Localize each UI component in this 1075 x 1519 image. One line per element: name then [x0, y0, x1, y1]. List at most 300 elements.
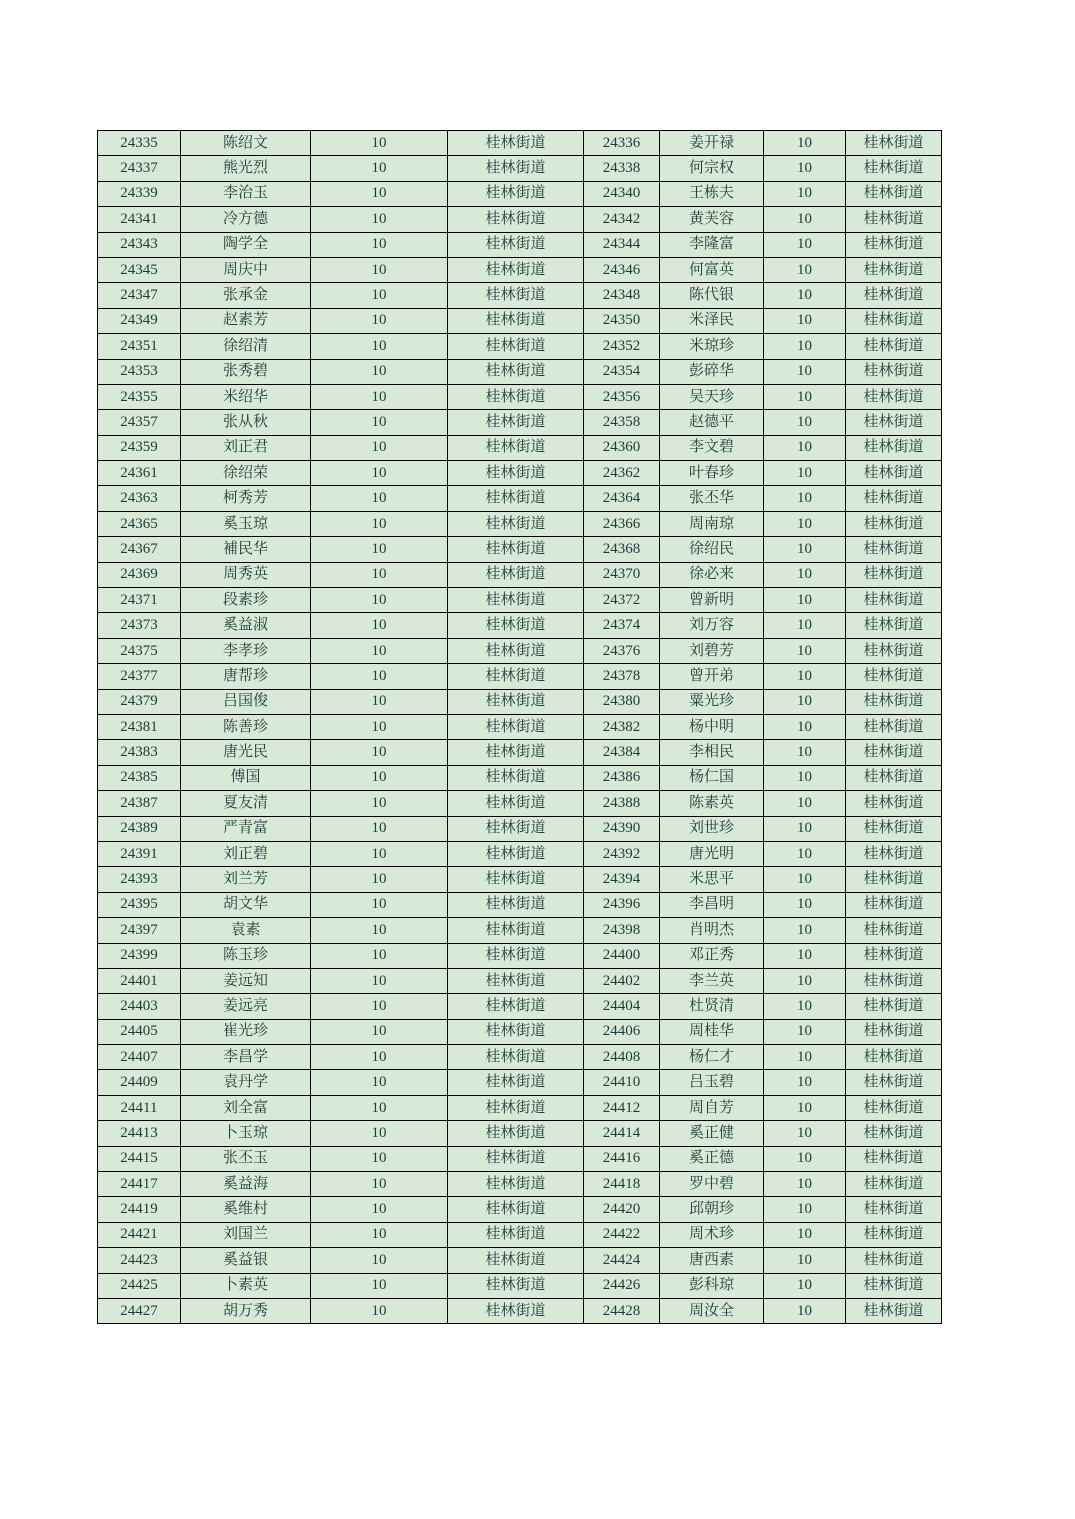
- table-cell-name-left: 周秀英: [181, 562, 311, 587]
- table-cell-serial-left: 24343: [98, 232, 181, 257]
- table-cell-amount-left: 10: [311, 435, 448, 460]
- table-cell-name-right: 刘世珍: [660, 816, 764, 841]
- table-cell-serial-right: 24368: [584, 537, 660, 562]
- table-cell-district-left: 桂林街道: [448, 892, 584, 917]
- table-cell-name-right: 赵德平: [660, 410, 764, 435]
- table-cell-amount-right: 10: [764, 461, 846, 486]
- table-cell-name-right: 周自芳: [660, 1095, 764, 1120]
- table-row: [98, 181, 942, 206]
- table-cell-name-left: 严青富: [181, 816, 311, 841]
- table-cell-name-right: 曾开弟: [660, 664, 764, 689]
- table-row: [98, 1197, 942, 1222]
- table-cell-name-left: 陈玉珍: [181, 943, 311, 968]
- table-cell-amount-left: 10: [311, 486, 448, 511]
- table-cell-serial-left: 24381: [98, 714, 181, 739]
- table-cell-serial-right: 24428: [584, 1298, 660, 1323]
- table-cell-serial-left: 24379: [98, 689, 181, 714]
- table-cell-district-left: 桂林街道: [448, 486, 584, 511]
- table-cell-serial-left: 24363: [98, 486, 181, 511]
- table-cell-district-right: 桂林街道: [846, 334, 942, 359]
- table-cell-amount-left: 10: [311, 562, 448, 587]
- table-row: [98, 334, 942, 359]
- table-cell-name-right: 周汝全: [660, 1298, 764, 1323]
- table-cell-serial-right: 24406: [584, 1019, 660, 1044]
- table-cell-name-left: 奚益银: [181, 1248, 311, 1273]
- table-cell-name-right: 姜开禄: [660, 131, 764, 156]
- table-cell-serial-right: 24408: [584, 1045, 660, 1070]
- table-cell-amount-right: 10: [764, 1095, 846, 1120]
- table-cell-amount-left: 10: [311, 131, 448, 156]
- table-cell-amount-right: 10: [764, 181, 846, 206]
- table-cell-name-left: 徐绍清: [181, 334, 311, 359]
- table-cell-name-right: 陈素英: [660, 791, 764, 816]
- table-cell-amount-right: 10: [764, 410, 846, 435]
- table-cell-amount-left: 10: [311, 638, 448, 663]
- table-row: [98, 1045, 942, 1070]
- table-cell-name-right: 米泽民: [660, 308, 764, 333]
- table-cell-serial-right: 24400: [584, 943, 660, 968]
- table-cell-district-left: 桂林街道: [448, 1146, 584, 1171]
- table-cell-district-right: 桂林街道: [846, 511, 942, 536]
- table-cell-name-right: 李文碧: [660, 435, 764, 460]
- table-cell-amount-left: 10: [311, 461, 448, 486]
- table-cell-serial-right: 24362: [584, 461, 660, 486]
- table-cell-serial-right: 24372: [584, 588, 660, 613]
- table-cell-amount-right: 10: [764, 435, 846, 460]
- table-cell-serial-right: 24424: [584, 1248, 660, 1273]
- table-cell-name-left: 胡文华: [181, 892, 311, 917]
- table-cell-name-left: 姜远亮: [181, 994, 311, 1019]
- table-cell-serial-left: 24397: [98, 918, 181, 943]
- table-row: [98, 1273, 942, 1298]
- table-body: [98, 131, 942, 1324]
- table-cell-district-right: 桂林街道: [846, 1070, 942, 1095]
- table-cell-amount-left: 10: [311, 1121, 448, 1146]
- table-row: [98, 1095, 942, 1120]
- table-cell-amount-left: 10: [311, 1095, 448, 1120]
- table-cell-name-left: 刘兰芳: [181, 867, 311, 892]
- table-cell-amount-left: 10: [311, 841, 448, 866]
- table-cell-name-right: 曾新明: [660, 588, 764, 613]
- table-cell-amount-left: 10: [311, 511, 448, 536]
- table-cell-name-left: 李治玉: [181, 181, 311, 206]
- table-cell-amount-left: 10: [311, 156, 448, 181]
- table-cell-serial-left: 24377: [98, 664, 181, 689]
- table-cell-name-left: 刘国兰: [181, 1222, 311, 1247]
- table-cell-name-left: 唐帮珍: [181, 664, 311, 689]
- table-cell-serial-left: 24357: [98, 410, 181, 435]
- table-cell-name-left: 张丕玉: [181, 1146, 311, 1171]
- table-cell-name-right: 黄芙容: [660, 207, 764, 232]
- table-row: [98, 435, 942, 460]
- table-cell-serial-left: 24391: [98, 841, 181, 866]
- table-cell-name-right: 吴天珍: [660, 384, 764, 409]
- table-cell-serial-left: 24419: [98, 1197, 181, 1222]
- table-cell-serial-left: 24403: [98, 994, 181, 1019]
- table-cell-amount-right: 10: [764, 588, 846, 613]
- table-cell-amount-right: 10: [764, 841, 846, 866]
- table-cell-serial-right: 24398: [584, 918, 660, 943]
- table-cell-district-right: 桂林街道: [846, 664, 942, 689]
- table-cell-name-left: 张从秋: [181, 410, 311, 435]
- table-cell-amount-right: 10: [764, 1045, 846, 1070]
- table-cell-district-right: 桂林街道: [846, 410, 942, 435]
- table-row: [98, 232, 942, 257]
- table-cell-district-left: 桂林街道: [448, 359, 584, 384]
- table-cell-name-left: 唐光民: [181, 740, 311, 765]
- table-cell-name-left: 李昌学: [181, 1045, 311, 1070]
- table-cell-name-left: 陈绍文: [181, 131, 311, 156]
- table-cell-serial-left: 24339: [98, 181, 181, 206]
- table-cell-district-right: 桂林街道: [846, 994, 942, 1019]
- table-cell-district-right: 桂林街道: [846, 181, 942, 206]
- table-cell-amount-right: 10: [764, 156, 846, 181]
- table-cell-district-left: 桂林街道: [448, 968, 584, 993]
- table-cell-serial-right: 24370: [584, 562, 660, 587]
- table-cell-amount-left: 10: [311, 1248, 448, 1273]
- table-cell-amount-left: 10: [311, 1298, 448, 1323]
- table-cell-amount-left: 10: [311, 334, 448, 359]
- table-cell-district-right: 桂林街道: [846, 257, 942, 282]
- table-cell-amount-left: 10: [311, 308, 448, 333]
- table-cell-district-left: 桂林街道: [448, 156, 584, 181]
- table-cell-name-right: 叶春珍: [660, 461, 764, 486]
- table-cell-name-left: 袁丹学: [181, 1070, 311, 1095]
- table-cell-district-right: 桂林街道: [846, 1172, 942, 1197]
- table-cell-district-left: 桂林街道: [448, 664, 584, 689]
- table-cell-serial-right: 24380: [584, 689, 660, 714]
- table-cell-district-right: 桂林街道: [846, 638, 942, 663]
- table-row: [98, 689, 942, 714]
- table-cell-district-right: 桂林街道: [846, 359, 942, 384]
- table-row: [98, 918, 942, 943]
- table-cell-district-left: 桂林街道: [448, 181, 584, 206]
- table-row: [98, 1121, 942, 1146]
- table-row: [98, 1222, 942, 1247]
- table-cell-district-right: 桂林街道: [846, 740, 942, 765]
- table-cell-amount-left: 10: [311, 994, 448, 1019]
- table-cell-name-left: 奚维村: [181, 1197, 311, 1222]
- table-cell-name-right: 杨仁才: [660, 1045, 764, 1070]
- table-cell-district-right: 桂林街道: [846, 156, 942, 181]
- table-cell-amount-right: 10: [764, 1273, 846, 1298]
- table-cell-amount-right: 10: [764, 791, 846, 816]
- table-cell-district-right: 桂林街道: [846, 841, 942, 866]
- table-cell-name-right: 肖明杰: [660, 918, 764, 943]
- table-cell-district-left: 桂林街道: [448, 765, 584, 790]
- table-cell-district-right: 桂林街道: [846, 1197, 942, 1222]
- table-cell-district-left: 桂林街道: [448, 1070, 584, 1095]
- table-cell-name-left: 刘全富: [181, 1095, 311, 1120]
- table-cell-district-left: 桂林街道: [448, 638, 584, 663]
- table-cell-amount-right: 10: [764, 943, 846, 968]
- table-cell-amount-right: 10: [764, 359, 846, 384]
- table-cell-name-left: 刘正君: [181, 435, 311, 460]
- table-cell-serial-left: 24367: [98, 537, 181, 562]
- table-cell-amount-left: 10: [311, 1146, 448, 1171]
- table-cell-district-left: 桂林街道: [448, 257, 584, 282]
- table-cell-amount-right: 10: [764, 613, 846, 638]
- table-cell-serial-right: 24416: [584, 1146, 660, 1171]
- table-cell-serial-right: 24402: [584, 968, 660, 993]
- table-row: [98, 765, 942, 790]
- table-cell-name-left: 卜玉琼: [181, 1121, 311, 1146]
- table-cell-amount-right: 10: [764, 1248, 846, 1273]
- table-cell-name-left: 崔光珍: [181, 1019, 311, 1044]
- table-cell-name-left: 徐绍荣: [181, 461, 311, 486]
- table-cell-serial-left: 24399: [98, 943, 181, 968]
- table-cell-serial-right: 24354: [584, 359, 660, 384]
- table-cell-amount-right: 10: [764, 207, 846, 232]
- table-cell-district-left: 桂林街道: [448, 283, 584, 308]
- table-row: [98, 486, 942, 511]
- table-row: [98, 816, 942, 841]
- table-row: [98, 867, 942, 892]
- table-cell-amount-left: 10: [311, 689, 448, 714]
- table-row: [98, 308, 942, 333]
- table-cell-district-right: 桂林街道: [846, 1273, 942, 1298]
- table-cell-district-right: 桂林街道: [846, 867, 942, 892]
- table-cell-serial-right: 24352: [584, 334, 660, 359]
- table-row: [98, 892, 942, 917]
- table-cell-amount-right: 10: [764, 689, 846, 714]
- table-cell-name-right: 李兰英: [660, 968, 764, 993]
- table-cell-name-left: 周庆中: [181, 257, 311, 282]
- table-cell-district-left: 桂林街道: [448, 511, 584, 536]
- table-cell-amount-left: 10: [311, 765, 448, 790]
- table-cell-district-right: 桂林街道: [846, 486, 942, 511]
- table-cell-amount-right: 10: [764, 816, 846, 841]
- table-cell-amount-right: 10: [764, 1222, 846, 1247]
- table-cell-amount-left: 10: [311, 1172, 448, 1197]
- table-cell-name-right: 周术珍: [660, 1222, 764, 1247]
- table-cell-serial-right: 24404: [584, 994, 660, 1019]
- table-cell-district-left: 桂林街道: [448, 537, 584, 562]
- table-cell-amount-left: 10: [311, 968, 448, 993]
- table-cell-serial-right: 24374: [584, 613, 660, 638]
- table-row: [98, 1248, 942, 1273]
- table-cell-name-right: 李相民: [660, 740, 764, 765]
- table-cell-serial-left: 24393: [98, 867, 181, 892]
- table-cell-district-left: 桂林街道: [448, 1222, 584, 1247]
- table-cell-amount-right: 10: [764, 334, 846, 359]
- table-row: [98, 638, 942, 663]
- table-cell-name-left: 補民华: [181, 537, 311, 562]
- table-cell-serial-left: 24337: [98, 156, 181, 181]
- table-cell-amount-right: 10: [764, 664, 846, 689]
- table-cell-name-left: 吕国俊: [181, 689, 311, 714]
- table-cell-district-left: 桂林街道: [448, 841, 584, 866]
- table-cell-name-right: 刘万容: [660, 613, 764, 638]
- table-cell-amount-right: 10: [764, 232, 846, 257]
- table-row: [98, 1146, 942, 1171]
- table-cell-name-right: 何宗权: [660, 156, 764, 181]
- table-cell-name-right: 彭科琼: [660, 1273, 764, 1298]
- table-cell-district-left: 桂林街道: [448, 562, 584, 587]
- table-cell-district-left: 桂林街道: [448, 1197, 584, 1222]
- table-cell-district-left: 桂林街道: [448, 308, 584, 333]
- table-cell-district-right: 桂林街道: [846, 765, 942, 790]
- table-cell-serial-right: 24366: [584, 511, 660, 536]
- table-row: [98, 664, 942, 689]
- table-cell-amount-left: 10: [311, 1019, 448, 1044]
- table-cell-serial-left: 24415: [98, 1146, 181, 1171]
- table-row: [98, 943, 942, 968]
- table-cell-district-right: 桂林街道: [846, 232, 942, 257]
- table-cell-district-right: 桂林街道: [846, 384, 942, 409]
- table-cell-serial-right: 24390: [584, 816, 660, 841]
- table-cell-district-left: 桂林街道: [448, 1298, 584, 1323]
- table-cell-amount-right: 10: [764, 562, 846, 587]
- table-cell-serial-right: 24388: [584, 791, 660, 816]
- table-cell-serial-left: 24387: [98, 791, 181, 816]
- table-cell-serial-left: 24409: [98, 1070, 181, 1095]
- table-cell-district-right: 桂林街道: [846, 1019, 942, 1044]
- table-cell-name-right: 唐西素: [660, 1248, 764, 1273]
- table-cell-name-right: 邓正秀: [660, 943, 764, 968]
- table-cell-name-right: 唐光明: [660, 841, 764, 866]
- table-cell-name-left: 袁素: [181, 918, 311, 943]
- table-cell-name-left: 奚益海: [181, 1172, 311, 1197]
- table-cell-serial-right: 24384: [584, 740, 660, 765]
- table-row: [98, 1298, 942, 1323]
- table-row: [98, 841, 942, 866]
- table-cell-amount-left: 10: [311, 816, 448, 841]
- table-cell-serial-right: 24412: [584, 1095, 660, 1120]
- table-cell-name-right: 罗中碧: [660, 1172, 764, 1197]
- table-cell-amount-left: 10: [311, 664, 448, 689]
- table-cell-district-right: 桂林街道: [846, 1222, 942, 1247]
- table-cell-serial-left: 24405: [98, 1019, 181, 1044]
- table-cell-serial-right: 24382: [584, 714, 660, 739]
- table-row: [98, 714, 942, 739]
- table-cell-serial-right: 24392: [584, 841, 660, 866]
- table-cell-serial-right: 24378: [584, 664, 660, 689]
- table-cell-name-left: 赵素芳: [181, 308, 311, 333]
- table-cell-amount-right: 10: [764, 1146, 846, 1171]
- table-cell-serial-right: 24426: [584, 1273, 660, 1298]
- table-row: [98, 1172, 942, 1197]
- table-cell-name-left: 柯秀芳: [181, 486, 311, 511]
- table-cell-serial-left: 24389: [98, 816, 181, 841]
- table-cell-amount-left: 10: [311, 943, 448, 968]
- table-cell-amount-left: 10: [311, 918, 448, 943]
- roster-table: [97, 130, 942, 1324]
- table-cell-district-left: 桂林街道: [448, 689, 584, 714]
- table-row: [98, 461, 942, 486]
- table-cell-serial-right: 24394: [584, 867, 660, 892]
- table-cell-district-left: 桂林街道: [448, 1273, 584, 1298]
- table-cell-serial-right: 24396: [584, 892, 660, 917]
- table-cell-district-right: 桂林街道: [846, 968, 942, 993]
- table-cell-serial-right: 24386: [584, 765, 660, 790]
- table-cell-amount-right: 10: [764, 740, 846, 765]
- table-cell-name-right: 何富英: [660, 257, 764, 282]
- table-cell-district-right: 桂林街道: [846, 283, 942, 308]
- table-cell-serial-left: 24425: [98, 1273, 181, 1298]
- table-cell-district-left: 桂林街道: [448, 1095, 584, 1120]
- table-cell-amount-left: 10: [311, 1045, 448, 1070]
- table-cell-serial-left: 24407: [98, 1045, 181, 1070]
- table-cell-serial-left: 24373: [98, 613, 181, 638]
- table-cell-district-right: 桂林街道: [846, 943, 942, 968]
- table-cell-serial-left: 24371: [98, 588, 181, 613]
- table-cell-district-left: 桂林街道: [448, 613, 584, 638]
- table-cell-district-right: 桂林街道: [846, 1248, 942, 1273]
- table-row: [98, 740, 942, 765]
- table-cell-serial-right: 24360: [584, 435, 660, 460]
- table-cell-district-right: 桂林街道: [846, 816, 942, 841]
- table-cell-district-left: 桂林街道: [448, 740, 584, 765]
- table-cell-name-right: 杨中明: [660, 714, 764, 739]
- table-cell-serial-left: 24383: [98, 740, 181, 765]
- table-cell-district-left: 桂林街道: [448, 384, 584, 409]
- table-row: [98, 156, 942, 181]
- table-cell-serial-left: 24375: [98, 638, 181, 663]
- table-cell-district-right: 桂林街道: [846, 588, 942, 613]
- table-cell-amount-left: 10: [311, 283, 448, 308]
- table-cell-amount-right: 10: [764, 1070, 846, 1095]
- table-cell-serial-left: 24349: [98, 308, 181, 333]
- table-cell-name-right: 张丕华: [660, 486, 764, 511]
- table-cell-serial-right: 24348: [584, 283, 660, 308]
- table-cell-serial-right: 24364: [584, 486, 660, 511]
- table-cell-amount-left: 10: [311, 791, 448, 816]
- table-cell-serial-right: 24422: [584, 1222, 660, 1247]
- table-cell-name-right: 吕玉碧: [660, 1070, 764, 1095]
- table-cell-serial-left: 24395: [98, 892, 181, 917]
- table-cell-serial-left: 24385: [98, 765, 181, 790]
- table-cell-district-left: 桂林街道: [448, 1248, 584, 1273]
- table-cell-amount-right: 10: [764, 994, 846, 1019]
- table-cell-serial-left: 24353: [98, 359, 181, 384]
- table-cell-amount-left: 10: [311, 359, 448, 384]
- table-cell-district-left: 桂林街道: [448, 334, 584, 359]
- table-row: [98, 562, 942, 587]
- table-row: [98, 537, 942, 562]
- table-cell-district-right: 桂林街道: [846, 1121, 942, 1146]
- table-cell-serial-left: 24341: [98, 207, 181, 232]
- table-cell-district-right: 桂林街道: [846, 562, 942, 587]
- table-cell-serial-right: 24414: [584, 1121, 660, 1146]
- table-cell-name-left: 冷方德: [181, 207, 311, 232]
- table-cell-amount-left: 10: [311, 1197, 448, 1222]
- table-cell-serial-right: 24350: [584, 308, 660, 333]
- table-cell-amount-right: 10: [764, 537, 846, 562]
- table-cell-amount-right: 10: [764, 968, 846, 993]
- table-cell-amount-right: 10: [764, 308, 846, 333]
- table-cell-district-left: 桂林街道: [448, 1045, 584, 1070]
- table-row: [98, 1019, 942, 1044]
- table-cell-district-right: 桂林街道: [846, 308, 942, 333]
- table-cell-amount-left: 10: [311, 588, 448, 613]
- table-cell-name-right: 杨仁国: [660, 765, 764, 790]
- table-cell-district-right: 桂林街道: [846, 892, 942, 917]
- table-cell-amount-right: 10: [764, 765, 846, 790]
- table-cell-name-left: 奚玉琼: [181, 511, 311, 536]
- table-cell-serial-left: 24359: [98, 435, 181, 460]
- table-cell-district-left: 桂林街道: [448, 461, 584, 486]
- table-cell-amount-right: 10: [764, 1019, 846, 1044]
- table-cell-serial-right: 24420: [584, 1197, 660, 1222]
- table-cell-amount-right: 10: [764, 1172, 846, 1197]
- table-cell-amount-left: 10: [311, 207, 448, 232]
- table-cell-name-left: 卜素英: [181, 1273, 311, 1298]
- table-cell-serial-right: 24344: [584, 232, 660, 257]
- table-cell-serial-left: 24427: [98, 1298, 181, 1323]
- table-cell-serial-right: 24410: [584, 1070, 660, 1095]
- table-cell-name-right: 杜贤清: [660, 994, 764, 1019]
